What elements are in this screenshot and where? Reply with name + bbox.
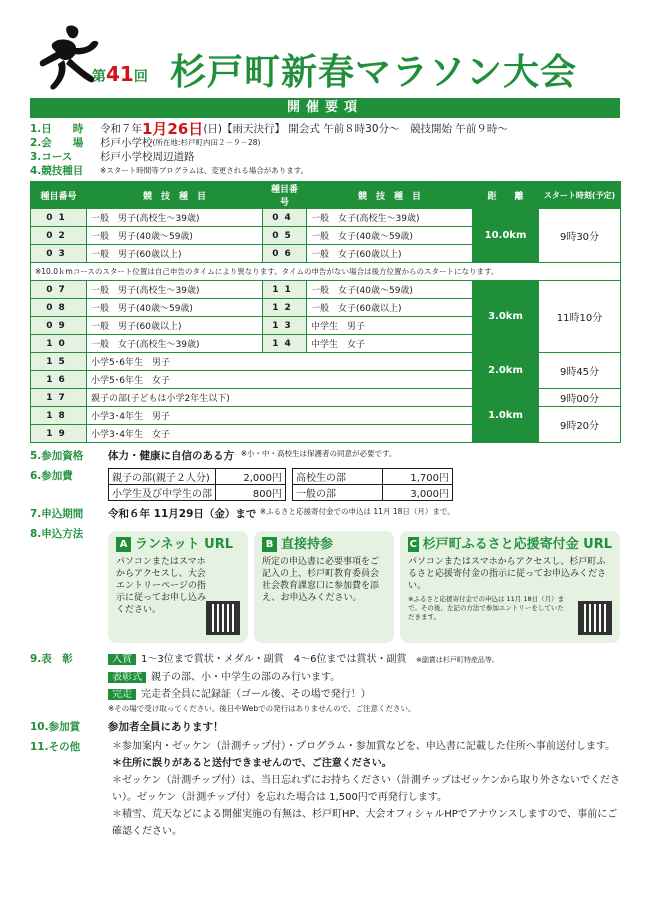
award-text: 完走者全員に記録証（ゴール後、その場で発行！） [141, 689, 371, 700]
method-title: 直接持参 [281, 536, 334, 552]
venue-label: 2.会 場 [30, 137, 84, 149]
event-name: 中学生 女子 [307, 335, 473, 353]
events-table [30, 181, 621, 443]
event-number: 03 [31, 245, 87, 263]
fee-category: 一般の部 [293, 485, 383, 501]
list-item: ＊積雪、荒天などによる開催実施の有無は、杉戸町HP、大会オフィシャルHPでアナウンスしますので、事前にご確認ください。 [112, 809, 618, 837]
other-label: 11.その他 [30, 741, 81, 753]
title-row [30, 18, 620, 96]
section-banner: 開催要項 [30, 98, 620, 118]
fee-amount: 2,000円 [216, 469, 286, 485]
award-label: 9.表 彰 [30, 653, 73, 665]
table-header: 種目番号 [263, 182, 307, 209]
table-header: 競 技 種 目 [87, 182, 263, 209]
distance-cell: 10.0km [473, 209, 539, 263]
qr-code-icon[interactable] [206, 601, 240, 635]
award-tag: 入賞 [108, 654, 136, 665]
method-text: 所定の申込書に必要事項をご記入の上、杉戸町教育委員会社会教育課窓口に参加費を添え、お申込みください。 [262, 557, 380, 603]
method-text: パソコンまたはスマホからアクセスし、大会エントリーページの指示に従ってお申し込みください。 [116, 557, 207, 615]
table-note: ※10.0ｋmコースのスタート位置は自己申告のタイムにより異なります。タイムの申告がない場合は後方位置からのスタートになります。 [31, 263, 621, 281]
distance-cell: 2.0km [473, 353, 539, 389]
award-text: 親子の部、小・中学生の部のみ行います。 [151, 672, 341, 683]
start-time-cell: 9時45分 [539, 353, 621, 389]
method-a-box[interactable] [108, 531, 248, 643]
event-number: 07 [31, 281, 87, 299]
date-pre: 令和７年 [100, 123, 142, 135]
event-name: 親子の部(子どもは小学2年生以下) [87, 389, 473, 407]
qr-code-icon[interactable] [578, 601, 612, 635]
award-note: ※副賞は杉戸町特産品等。 [416, 656, 499, 664]
table-row [31, 281, 621, 299]
event-number: 06 [263, 245, 307, 263]
course-value: 杉戸小学校周辺道路 [100, 151, 195, 163]
event-number: 15 [31, 353, 87, 371]
event-name: 小学5･6年生 男子 [87, 353, 473, 371]
event-number: 04 [263, 209, 307, 227]
venue-address: (所在地:杉戸町内田２－９－28) [152, 138, 261, 147]
event-name: 一般 女子(高校生～39歳) [307, 209, 473, 227]
method-key-badge: C [408, 537, 419, 552]
method-title: 杉戸町ふるさと応援寄付金 URL [422, 536, 612, 552]
date-label: 1.日 時 [30, 123, 84, 135]
date-big: 1月26日 [142, 120, 204, 138]
prize-section [30, 719, 620, 734]
fee-amount: 1,700円 [383, 469, 453, 485]
period-value: 令和６年 11月29日（金）まで [108, 508, 257, 520]
event-name: 一般 男子(40歳～59歳) [87, 227, 263, 245]
edition-label: 第41回 [92, 62, 148, 86]
table-header: 距 離 [473, 182, 539, 209]
period-section [30, 506, 620, 521]
award-section [30, 651, 620, 714]
fee-section [30, 468, 620, 501]
method-text: パソコンまたはスマホからアクセスし、杉戸町ふるさと応援寄付金の指示に従ってお申込みください。 [408, 557, 607, 591]
period-note: ※ふるさと応援寄付金での申込は 11月 18日（月）まで。 [259, 507, 455, 516]
method-key-badge: A [116, 537, 131, 552]
event-name: 一般 女子(60歳以上) [307, 245, 473, 263]
qualification-value: 体力・健康に自信のある方 [108, 450, 234, 462]
event-number: 13 [263, 317, 307, 335]
event-number: 02 [31, 227, 87, 245]
event-name: 一般 男子(高校生～39歳) [87, 209, 263, 227]
method-key-badge: B [262, 537, 277, 552]
course-label: 3.コース [30, 151, 73, 163]
fee-amount: 800円 [216, 485, 286, 501]
event-name: 小学3･4年生 男子 [87, 407, 473, 425]
apply-methods [108, 531, 620, 643]
event-number: 05 [263, 227, 307, 245]
qualification-section [30, 448, 620, 463]
event-number: 08 [31, 299, 87, 317]
events-label: 4.競技種目 [30, 165, 84, 177]
table-header: スタート時刻(予定) [539, 182, 621, 209]
event-name: 一般 男子(40歳～59歳) [87, 299, 263, 317]
prize-value: 参加者全員にあります！ [108, 721, 224, 733]
event-number: 17 [31, 389, 87, 407]
event-number: 01 [31, 209, 87, 227]
other-list [112, 738, 620, 840]
table-row [31, 389, 621, 407]
event-number: 11 [263, 281, 307, 299]
start-time-cell: 11時10分 [539, 281, 621, 353]
distance-cell: 3.0km [473, 281, 539, 353]
event-number: 10 [31, 335, 87, 353]
event-name: 一般 女子(60歳以上) [307, 299, 473, 317]
event-number: 18 [31, 407, 87, 425]
event-name: 一般 女子(40歳～59歳) [307, 227, 473, 245]
flyer [30, 18, 620, 840]
method-label: 8.申込方法 [30, 528, 84, 540]
method-note: ※ふるさと応援寄付金での申込は 11月 18日（月）まで。その後、左記の方法で参加エントリーをしていただきます。 [408, 595, 565, 621]
award-tag: 完走 [108, 689, 136, 700]
table-header-row [31, 182, 621, 209]
list-item: ＊参加案内・ゼッケン（計測チップ付）・プログラム・参加賞などを、申込書に記載した住所へ事前送付します。 [112, 741, 616, 752]
event-number: 19 [31, 425, 87, 443]
page-title: 杉戸町新春マラソン大会 [170, 52, 578, 93]
fee-category: 親子の部(親子２人分) [109, 469, 216, 485]
start-time-cell: 9時20分 [539, 407, 621, 443]
event-name: 一般 女子(40歳～59歳) [307, 281, 473, 299]
fee-category: 高校生の部 [293, 469, 383, 485]
events-note: ※スタート時間等プログラムは、変更される場合があります。 [100, 166, 309, 175]
event-number: 16 [31, 371, 87, 389]
prize-label: 10.参加賞 [30, 721, 81, 733]
event-name: 中学生 男子 [307, 317, 473, 335]
period-label: 7.申込期間 [30, 508, 84, 520]
event-name: 小学3･4年生 女子 [87, 425, 473, 443]
table-row [31, 209, 621, 227]
fee-table-right [292, 468, 453, 501]
start-time-cell: 9時00分 [539, 389, 621, 407]
list-item: ＊ゼッケン（計測チップ付）は、当日忘れずにお持ちください（計測チップはゼッケンから取り外さないでください）。ゼッケン（計測チップ付）を忘れた場合は 1,500円で再発行します。 [112, 775, 620, 803]
method-b-box [254, 531, 394, 643]
method-title: ランネット URL [135, 536, 233, 552]
table-note-row [31, 263, 621, 281]
qualification-note: ※小・中・高校生は保護者の同意が必要です。 [240, 449, 397, 458]
event-name: 一般 男子(高校生～39歳) [87, 281, 263, 299]
fee-label: 6.参加費 [30, 470, 73, 482]
event-name: 小学5･6年生 女子 [87, 371, 473, 389]
event-name: 一般 男子(60歳以上) [87, 317, 263, 335]
date-post: (日)【雨天決行】 開会式 午前８時30分～ 競技開始 午前９時～ [203, 123, 508, 135]
event-name: 一般 女子(高校生～39歳) [87, 335, 263, 353]
start-time-cell: 9時30分 [539, 209, 621, 263]
table-header: 種目番号 [31, 182, 87, 209]
event-name: 一般 男子(60歳以上) [87, 245, 263, 263]
event-number: 09 [31, 317, 87, 335]
venue-value: 杉戸小学校 [100, 137, 153, 149]
distance-cell: 1.0km [473, 389, 539, 443]
list-item: ＊住所に誤りがあると送付できませんので、ご注意ください。 [112, 758, 392, 769]
award-note: ※その場で受け取ってください。後日やWebでの発行はありませんので、ご注意ください。 [108, 704, 416, 713]
award-tag: 表彰式 [108, 672, 146, 683]
table-row [31, 353, 621, 371]
fee-amount: 3,000円 [383, 485, 453, 501]
award-text: 1～3位まで賞状・メダル・副賞 4～6位までは賞状・副賞 [141, 654, 407, 665]
qualification-label: 5.参加資格 [30, 450, 84, 462]
method-c-box[interactable] [400, 531, 620, 643]
fee-table-left [108, 468, 286, 501]
basic-info [30, 122, 620, 178]
table-header: 競 技 種 目 [307, 182, 473, 209]
event-number: 14 [263, 335, 307, 353]
fee-category: 小学生及び中学生の部 [109, 485, 216, 501]
event-number: 12 [263, 299, 307, 317]
